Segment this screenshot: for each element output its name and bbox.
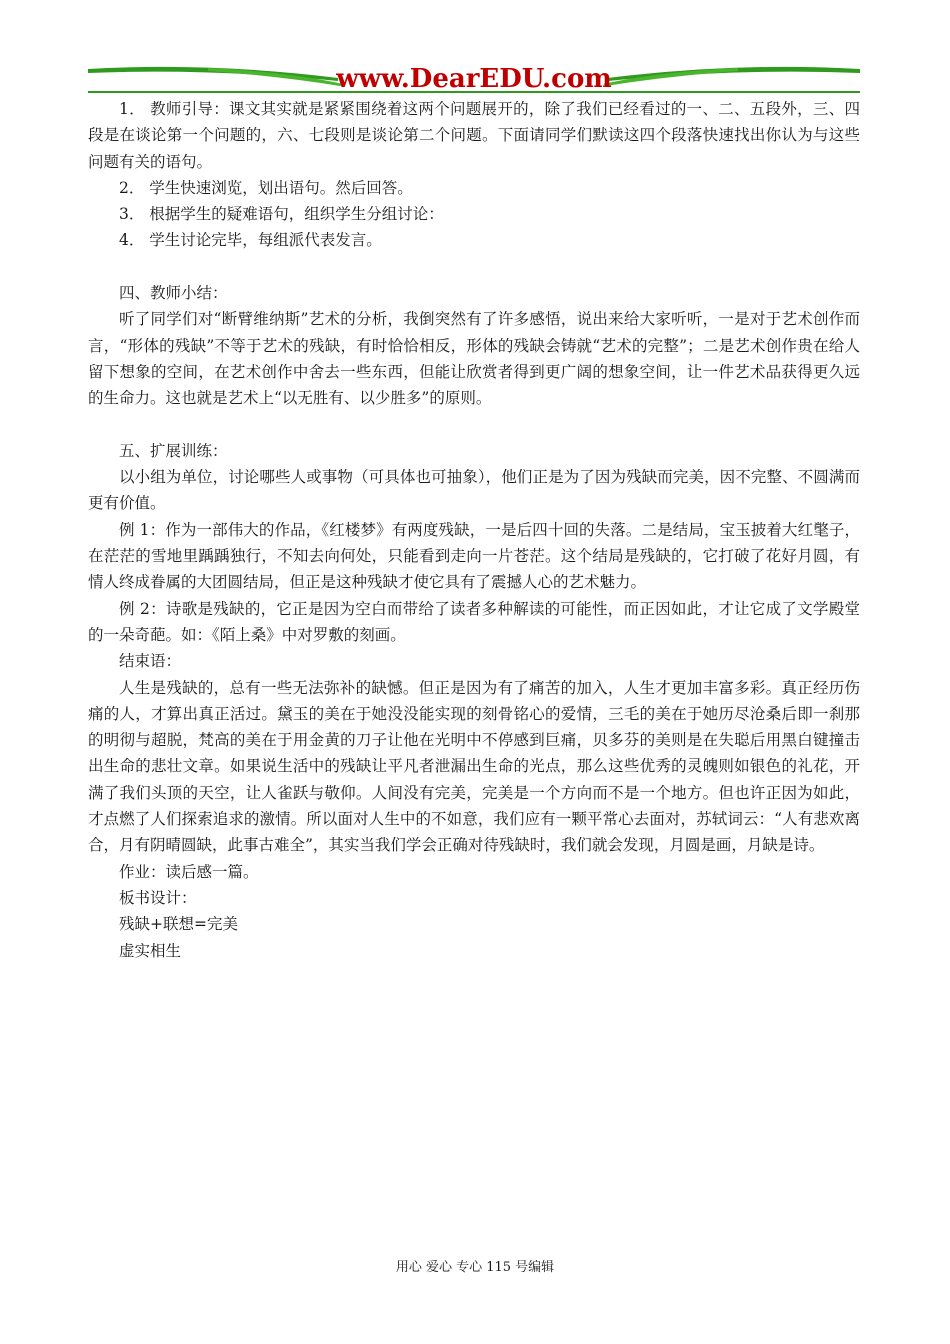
header-logo-graphic	[88, 60, 860, 94]
board-design-heading: 板书设计：	[119, 888, 197, 907]
board-design-line-2: 虚实相生	[119, 941, 182, 960]
step-4: 4． 学生讨论完毕，每组派代表发言。	[119, 231, 382, 250]
section-5-paragraph: 以小组为单位，讨论哪些人或事物（可具体也可抽象），他们正是为了因为残缺而完美，因不完整、不圆满而更有价值。	[88, 468, 860, 513]
example-1-paragraph: 例 1：作为一部伟大的作品，《红楼梦》有两度残缺，一是后四十回的失落。二是结局，宝玉披着大红氅子，在茫茫的雪地里踽踽独行，不知去向何处，只能看到走向一片苍茫。这个结局是残缺的，它打破了花好月圆，有情人终成眷属的大团圆结局，但正是这种残缺才使它具有了震撼人心的艺术魅力。	[88, 520, 860, 592]
example-2-paragraph: 例 2：诗歌是残缺的，它正是因为空白而带给了读者多种解读的可能性，而正因如此，才让它成了文学殿堂的一朵奇葩。如：《陌上桑》中对罗敷的刻画。	[88, 599, 860, 644]
step-1: 1． 教师引导：课文其实就是紧紧围绕着这两个问题展开的，除了我们已经看过的一、二、五段外，三、四段是在谈论第一个问题的，六、七段则是谈论第二个问题。下面请同学们默读这四个段落快速找出你认为与这些问题有关的语句。	[88, 100, 860, 171]
closing-paragraph: 人生是残缺的，总有一些无法弥补的缺憾。但正是因为有了痛苦的加入，人生才更加丰富多彩。真正经历伤痛的人，才算出真正活过。黛玉的美在于她没没能实现的刻骨铭心的爱情，三毛的美在于她历尽沧桑后即一刹那的明彻与超脱，梵高的美在于用金黄的刀子让他在光明中不停感到巨痛，贝多芬的美则是在失聪后用黑白键撞击出生命的悲壮文章。如果说生活中的残缺让平凡者泄漏出生命的光点，那么这些优秀的灵魄则如银色的礼花，开满了我们头顶的天空，让人雀跃与敬仰。人间没有完美，完美是一个方向而不是一个地方。但也许正因为如此，才点燃了人们探索追求的激情。所以面对人生中的不如意，我们应有一颗平常心去面对，苏轼词云：“人有悲欢离合，月有阴晴圆缺，此事古难全”，其实当我们学会正确对待残缺时，我们就会发现，月圆是画，月缺是诗。	[88, 678, 860, 855]
page-footer: 用心 爱心 专心 115 号编辑	[395, 1260, 555, 1275]
section-5-heading: 五、扩展训练：	[119, 441, 228, 460]
section-4-paragraph: 听了同学们对“断臂维纳斯”艺术的分析，我倒突然有了许多感悟，说出来给大家听听，一是对于艺术创作而言，“形体的残缺”不等于艺术的残缺，有时恰恰相反，形体的残缺会铸就“艺术的完整”；二是艺术创作贵在给人留下想象的空间，在艺术创作中舍去一些东西，但能让欣赏者得到更广阔的想象空间，让一件艺术品获得更久远的生命力。这也就是艺术上“以无胜有、以少胜多”的原则。	[88, 310, 860, 408]
board-design-line-1: 残缺+联想=完美	[119, 915, 238, 934]
site-header-banner	[88, 60, 860, 94]
document-body	[88, 96, 860, 964]
step-2: 2． 学生快速浏览，划出语句。然后回答。	[119, 178, 413, 197]
closing-heading: 结束语：	[119, 652, 182, 671]
section-4-heading: 四、教师小结：	[119, 284, 228, 303]
homework-line: 作业：读后感一篇。	[119, 862, 259, 881]
site-logo: www.DearEDU.com	[336, 64, 612, 94]
step-3: 3． 根据学生的疑难语句，组织学生分组讨论：	[119, 205, 444, 224]
